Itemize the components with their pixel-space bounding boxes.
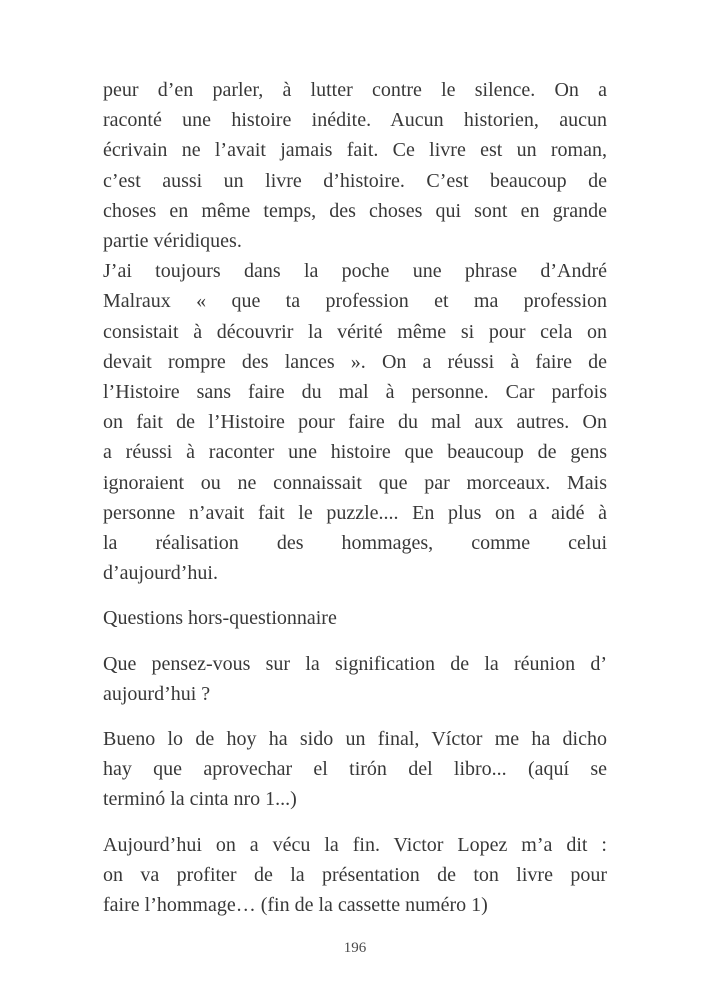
text-line: a réussi à raconter une histoire que beaucoup de gens	[103, 441, 607, 464]
text-line: J’ai toujours dans la poche une phrase d’André	[103, 260, 607, 283]
text-line: on fait de l’Histoire pour faire du mal aux autres. On	[103, 411, 607, 434]
text-line: l’Histoire sans faire du mal à personne. Car parfois	[103, 381, 607, 404]
text-line: terminó la cinta nro 1...)	[103, 788, 297, 811]
text-line: peur d’en parler, à lutter contre le silence. On a	[103, 79, 607, 101]
text-line: aujourd’hui ?	[103, 682, 211, 705]
text-line: Que pensez-vous sur la signification de la réunion d’	[103, 652, 607, 675]
text-line: Bueno lo de hoy ha sido un final, Víctor me ha dicho	[103, 728, 607, 751]
text-line: écrivain ne l’avait jamais fait. Ce livre est un roman,	[103, 139, 607, 162]
section-heading-text: Questions hors-questionnaire	[103, 607, 337, 630]
answer-paragraph-spanish	[103, 724, 607, 815]
text-line: faire l’hommage… (fin de la cassette numéro 1)	[103, 894, 488, 917]
text-line: partie véridiques.	[103, 230, 242, 253]
text-line: consistait à découvrir la vérité même si pour cela on	[103, 320, 607, 343]
body-paragraph-2	[103, 256, 607, 588]
text-line: personne n’avait fait le puzzle.... En plus on a aidé à	[103, 501, 607, 524]
question-paragraph	[103, 649, 607, 709]
text-line: hay que aprovechar el tirón del libro... (aquí se	[103, 758, 607, 781]
answer-paragraph-french	[103, 830, 607, 921]
text-line: on va profiter de la présentation de ton livre pour	[103, 863, 607, 886]
text-line: raconté une histoire inédite. Aucun historien, aucun	[103, 109, 607, 132]
text-line: Aujourd’hui on a vécu la fin. Victor Lopez m’a dit :	[103, 833, 607, 856]
text-line: ignoraient ou ne connaissait que par morceaux. Mais	[103, 471, 607, 494]
text-line: c’est aussi un livre d’histoire. C’est beaucoup de	[103, 169, 607, 192]
text-line: la réalisation des hommages, comme celui	[103, 532, 607, 555]
text-line: d’aujourd’hui.	[103, 562, 218, 585]
text-line: devait rompre des lances ». On a réussi à faire de	[103, 350, 607, 373]
section-heading	[103, 603, 607, 633]
page-number: 196	[343, 940, 367, 957]
text-line: choses en même temps, des choses qui sont en grande	[103, 199, 607, 222]
body-paragraph-1	[103, 75, 607, 256]
text-line: Malraux « que ta profession et ma profession	[103, 290, 607, 313]
